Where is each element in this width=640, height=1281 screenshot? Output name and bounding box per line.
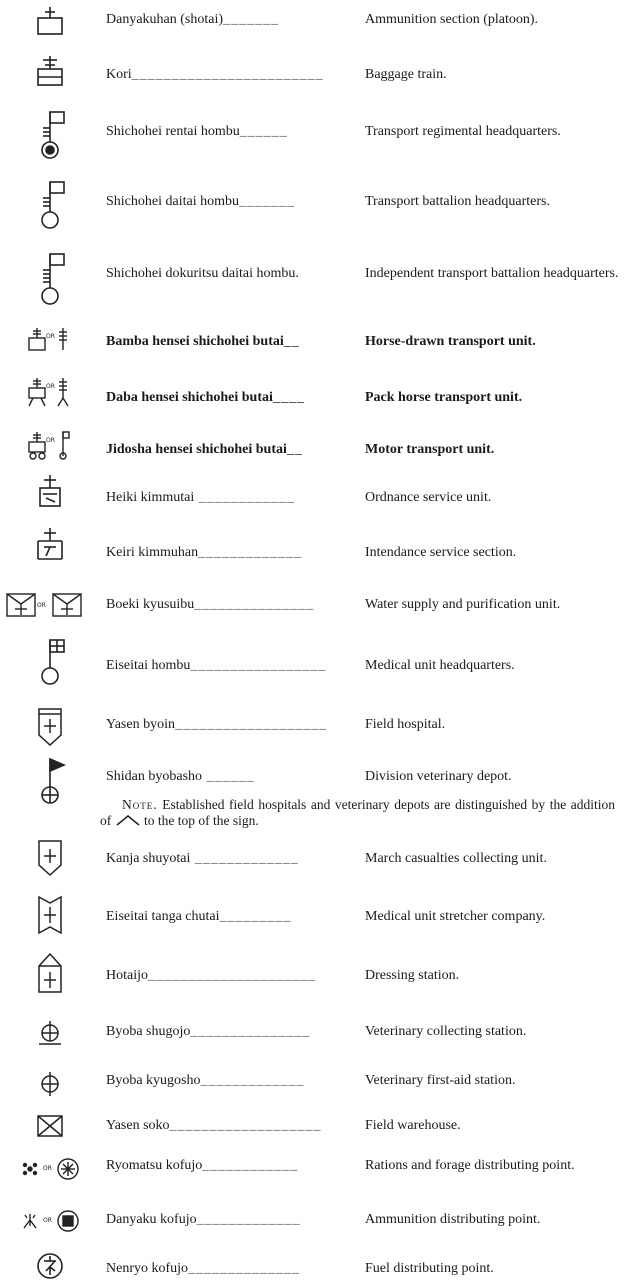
note-label: Note. — [122, 797, 158, 812]
meaning-label: Baggage train. — [365, 67, 447, 82]
svg-text:OR: OR — [46, 333, 55, 340]
term-label: Hotaijo_____________________ — [106, 968, 316, 983]
term-label: Ryomatsu kofujo____________ — [106, 1158, 299, 1173]
horse-drawn-transport-icon — [0, 326, 100, 352]
meaning-label: Field hospital. — [365, 717, 446, 732]
independent-transport-battalion-hq-icon — [0, 252, 100, 306]
caret-mark-icon — [115, 813, 141, 828]
field-warehouse-icon — [0, 1114, 100, 1138]
medical-unit-hq-icon — [0, 638, 100, 686]
or-separator: OR — [37, 602, 46, 609]
note-text-after: to the top of the sign. — [144, 813, 259, 828]
transport-battalion-hq-icon — [0, 180, 100, 230]
meaning-label: Motor transport unit. — [365, 442, 495, 457]
meaning-label: March casualties collecting unit. — [365, 851, 547, 866]
meaning-label: Ammunition distributing point. — [365, 1212, 541, 1227]
meaning-label: Water supply and purification unit. — [365, 597, 561, 612]
term-label: Yasen byoin___________________ — [106, 717, 327, 732]
term-label: Kanja shuyotai _____________ — [106, 851, 299, 866]
veterinary-first-aid-icon — [0, 1069, 100, 1097]
meaning-label: Dressing station. — [365, 968, 460, 983]
term-label: Daba hensei shichohei butai____ — [106, 390, 305, 405]
meaning-label: Division veterinary depot. — [365, 769, 512, 784]
term-label: Nenryo kofujo______________ — [106, 1261, 301, 1276]
meaning-label: Field warehouse. — [365, 1118, 461, 1133]
stretcher-company-icon — [0, 895, 100, 935]
transport-regimental-hq-icon — [0, 110, 100, 160]
term-label: Bamba hensei shichohei butai__ — [106, 334, 300, 349]
term-label: Danyaku kofujo_____________ — [106, 1212, 301, 1227]
meaning-label: Pack horse transport unit. — [365, 390, 523, 405]
baggage-train-icon — [0, 55, 100, 87]
svg-text:OR: OR — [46, 437, 55, 444]
meaning-label: Ammunition section (platoon). — [365, 12, 539, 27]
intendance-service-icon — [0, 527, 100, 563]
meaning-label: Intendance service section. — [365, 545, 517, 560]
meaning-label: Transport battalion headquarters. — [365, 194, 550, 209]
casualties-collecting-icon — [0, 839, 100, 877]
pack-horse-transport-icon — [0, 376, 100, 408]
ordnance-service-icon — [0, 474, 100, 508]
meaning-label: Medical unit headquarters. — [365, 658, 515, 673]
field-hospital-icon — [0, 707, 100, 747]
term-label: Byoba kyugosho_____________ — [106, 1073, 305, 1088]
or-separator: OR — [43, 1217, 52, 1224]
veterinary-collecting-icon — [0, 1020, 100, 1048]
meaning-label: Transport regimental headquarters. — [365, 124, 561, 139]
term-label: Jidosha hensei shichohei butai__ — [106, 442, 303, 457]
meaning-label: Ordnance service unit. — [365, 490, 492, 505]
dressing-station-icon — [0, 952, 100, 994]
meaning-label: Medical unit stretcher company. — [365, 909, 546, 924]
term-label: Eiseitai tanga chutai_________ — [106, 909, 292, 924]
svg-text:OR: OR — [46, 383, 55, 390]
division-veterinary-depot-icon — [0, 757, 100, 805]
term-label: Keiri kimmuhan_____________ — [106, 545, 303, 560]
meaning-label: Fuel distributing point. — [365, 1261, 494, 1276]
or-separator: OR — [43, 1165, 52, 1172]
term-label: Shidan byobasho ______ — [106, 769, 255, 784]
motor-transport-icon — [0, 430, 100, 462]
term-label: Kori________________________ — [106, 67, 324, 82]
term-label: Boeki kyusuibu_______________ — [106, 597, 315, 612]
term-label: Shichohei rentai hombu______ — [106, 124, 288, 139]
meaning-label: Independent transport battalion headquarters. — [365, 266, 619, 281]
term-label: Eiseitai hombu_________________ — [106, 658, 327, 673]
meaning-label: Veterinary collecting station. — [365, 1024, 527, 1039]
ammunition-section-icon — [0, 6, 100, 36]
term-label: Shichohei daitai hombu_______ — [106, 194, 295, 209]
term-label: Heiki kimmutai ____________ — [106, 490, 295, 505]
fuel-distributing-icon — [0, 1251, 100, 1281]
term-label: Yasen soko___________________ — [106, 1118, 322, 1133]
meaning-label: Rations and forage distributing point. — [365, 1158, 575, 1173]
note-paragraph — [100, 797, 615, 829]
term-label: Byoba shugojo_______________ — [106, 1024, 311, 1039]
term-label: Shichohei dokuritsu daitai hombu. — [106, 266, 299, 281]
note-text: Established field hospitals and veterinary depots are distinguished by the addition of — [100, 797, 616, 828]
term-label: Danyakuhan (shotai)_______ — [106, 12, 280, 27]
meaning-label: Horse-drawn transport unit. — [365, 334, 536, 349]
meaning-label: Veterinary first-aid station. — [365, 1073, 516, 1088]
